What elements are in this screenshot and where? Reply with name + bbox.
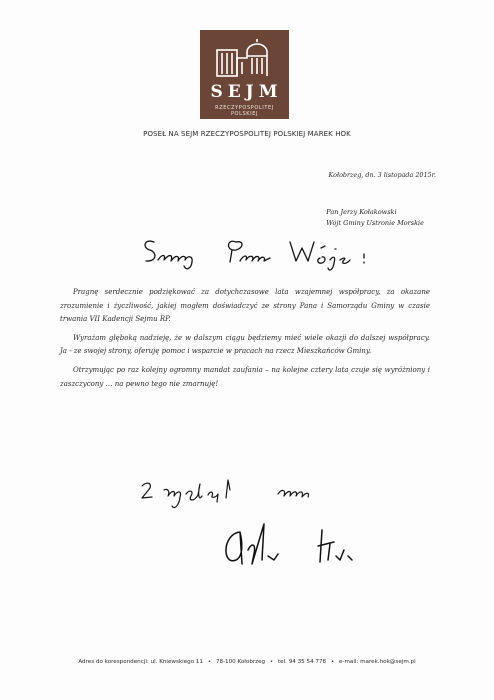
recipient-name: Pan Jerzy Kołakowski: [326, 208, 397, 216]
sejm-logo: [200, 30, 289, 119]
sejm-building-icon: [214, 38, 275, 78]
body-paragraph-3: Otrzymując po raz kolejny ogromny mandat zaufania – na kolejne cztery lata czuje się wyróżniony i zaszczycony … na pewno tego nie zmarnuję!: [60, 365, 430, 388]
logo-word: SEJM: [210, 82, 283, 102]
handwritten-salutation: [140, 236, 380, 274]
letter-body: [60, 286, 430, 396]
place-date: Kołobrzeg, dn. 3 listopada 2015r.: [328, 171, 436, 179]
handwritten-signature: [218, 520, 358, 572]
footer-address: Adres do korespondencji: ul. Kniewskiego 11: [78, 659, 204, 665]
recipient-block: [326, 207, 424, 229]
body-paragraph-2: Wyrażam głęboką nadzieję, że w dalszym ciągu będziemy mieć wiele okazji do dalszej współpracy. Ja - ze swojej strony, oferuję pomoc i wsparcie w pracach na rzecz Mieszkańców Gminy.: [60, 333, 430, 356]
footer-separator: •: [330, 659, 335, 665]
body-paragraph-1: Pragnę serdecznie podziękować za dotychczasowe lata wzajemnej współpracy, za okazane zrozumienie i życzliwość, jakiej mogłem doświadczyć ze strony Pana i Samorządu Gminy w czasie trwania VII Kadencji Sejmu RP.: [60, 288, 430, 324]
letterhead-title: POSEŁ NA SEJM RZECZYPOSPOLITEJ POLSKIEJ MAREK HOK: [143, 130, 351, 138]
footer: [0, 659, 494, 665]
handwritten-closing: [138, 476, 318, 516]
footer-separator: •: [207, 659, 212, 665]
footer-email: e-mail: marek.hok@sejm.pl: [338, 659, 416, 665]
logo-subtitle-line1: RZECZYPOSPOLITEJ: [215, 105, 274, 111]
logo-subtitle-line2: POLSKIEJ: [230, 111, 259, 117]
footer-city: 78-100 Kołobrzeg: [215, 659, 266, 665]
footer-separator: •: [269, 659, 274, 665]
footer-phone: tel. 94 35 54 778: [277, 659, 327, 665]
recipient-title: Wójt Gminy Ustronie Morskie: [326, 219, 424, 227]
